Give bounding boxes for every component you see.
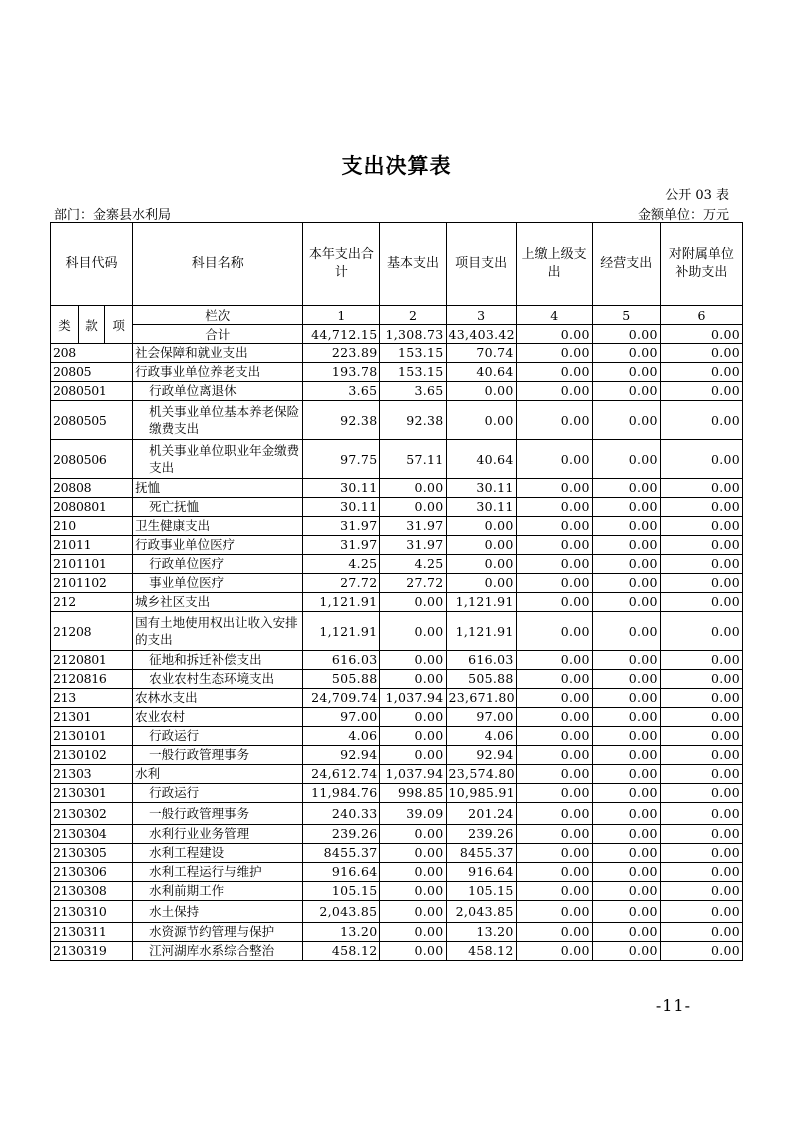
amount-cell: 0.00 (660, 825, 742, 844)
amount-cell: 31.97 (303, 517, 380, 536)
total-value: 0.00 (516, 325, 592, 344)
amount-cell: 4.06 (303, 727, 380, 746)
amount-cell: 10,985.91 (446, 784, 516, 803)
amount-cell: 0.00 (592, 746, 660, 765)
table-row (51, 942, 743, 961)
table-row (51, 863, 743, 882)
table-row (51, 536, 743, 555)
amount-cell: 0.00 (660, 574, 742, 593)
amount-cell: 0.00 (592, 882, 660, 901)
subject-code: 212 (51, 593, 133, 612)
amount-cell: 153.15 (380, 344, 446, 363)
amount-cell: 0.00 (592, 593, 660, 612)
subject-code: 2080501 (51, 382, 133, 401)
table-row (51, 574, 743, 593)
amount-cell: 916.64 (303, 863, 380, 882)
subject-code: 21208 (51, 612, 133, 651)
amount-cell: 458.12 (303, 942, 380, 961)
amount-cell: 30.11 (303, 479, 380, 498)
amount-cell: 0.00 (592, 923, 660, 942)
subject-code: 2130308 (51, 882, 133, 901)
amount-cell: 8455.37 (303, 844, 380, 863)
amount-cell: 0.00 (380, 942, 446, 961)
amount-cell: 0.00 (516, 593, 592, 612)
amount-cell: 0.00 (380, 612, 446, 651)
total-value: 0.00 (592, 325, 660, 344)
amount-cell: 0.00 (660, 498, 742, 517)
amount-cell: 0.00 (660, 803, 742, 825)
amount-cell: 0.00 (516, 651, 592, 670)
table-row (51, 363, 743, 382)
subject-name: 江河湖库水系综合整治 (133, 942, 303, 961)
subject-code: 2080505 (51, 401, 133, 440)
amount-cell: 0.00 (446, 555, 516, 574)
amount-cell: 0.00 (592, 844, 660, 863)
amount-cell: 0.00 (516, 382, 592, 401)
amount-cell: 0.00 (446, 401, 516, 440)
subject-name: 水利工程运行与维护 (133, 863, 303, 882)
amount-cell: 153.15 (380, 363, 446, 382)
subject-code: 2130302 (51, 803, 133, 825)
amount-cell: 0.00 (592, 440, 660, 479)
header-kuan: 款 (79, 306, 105, 344)
subject-code: 2130301 (51, 784, 133, 803)
subject-code: 2101102 (51, 574, 133, 593)
column-number-row (51, 306, 743, 325)
amount-cell: 0.00 (380, 670, 446, 689)
amount-cell: 0.00 (592, 382, 660, 401)
amount-cell: 0.00 (516, 479, 592, 498)
amount-cell: 13.20 (303, 923, 380, 942)
amount-cell: 0.00 (380, 498, 446, 517)
subject-name: 国有土地使用权出让收入安排的支出 (133, 612, 303, 651)
total-row (51, 325, 743, 344)
amount-cell: 0.00 (380, 479, 446, 498)
amount-cell: 40.64 (446, 363, 516, 382)
amount-cell: 0.00 (380, 593, 446, 612)
subject-name: 农业农村生态环境支出 (133, 670, 303, 689)
subject-name: 机关事业单位基本养老保险缴费支出 (133, 401, 303, 440)
table-row (51, 670, 743, 689)
amount-cell: 97.00 (446, 708, 516, 727)
header-total: 本年支出合计 (303, 223, 380, 306)
amount-cell: 0.00 (592, 825, 660, 844)
amount-cell: 31.97 (380, 517, 446, 536)
amount-cell: 0.00 (592, 803, 660, 825)
amount-cell: 24,612.74 (303, 765, 380, 784)
amount-cell: 0.00 (660, 440, 742, 479)
amount-cell: 0.00 (516, 440, 592, 479)
amount-cell: 0.00 (380, 844, 446, 863)
subject-name: 行政单位离退休 (133, 382, 303, 401)
amount-cell: 0.00 (516, 727, 592, 746)
subject-code: 2130102 (51, 746, 133, 765)
table-row (51, 784, 743, 803)
amount-cell: 505.88 (446, 670, 516, 689)
amount-cell: 0.00 (516, 746, 592, 765)
subject-name: 水土保持 (133, 901, 303, 923)
amount-cell: 0.00 (516, 536, 592, 555)
header-name: 科目名称 (133, 223, 303, 306)
amount-cell: 31.97 (303, 536, 380, 555)
amount-cell: 616.03 (303, 651, 380, 670)
table-row (51, 651, 743, 670)
subject-code: 2130304 (51, 825, 133, 844)
amount-cell: 0.00 (516, 784, 592, 803)
table-row (51, 440, 743, 479)
amount-cell: 97.00 (303, 708, 380, 727)
subject-code: 21011 (51, 536, 133, 555)
header-lei: 类 (51, 306, 79, 344)
amount-cell: 0.00 (660, 363, 742, 382)
table-row (51, 612, 743, 651)
amount-cell: 0.00 (516, 882, 592, 901)
table-row (51, 498, 743, 517)
amount-cell: 27.72 (380, 574, 446, 593)
amount-cell: 0.00 (592, 784, 660, 803)
amount-cell: 0.00 (660, 901, 742, 923)
amount-cell: 0.00 (660, 517, 742, 536)
amount-cell: 0.00 (660, 382, 742, 401)
amount-cell: 239.26 (303, 825, 380, 844)
subject-code: 213 (51, 689, 133, 708)
amount-cell: 3.65 (380, 382, 446, 401)
amount-cell: 11,984.76 (303, 784, 380, 803)
subject-name: 水利前期工作 (133, 882, 303, 901)
table-row (51, 901, 743, 923)
amount-cell: 0.00 (380, 901, 446, 923)
amount-cell: 0.00 (660, 746, 742, 765)
amount-cell: 92.94 (303, 746, 380, 765)
amount-cell: 0.00 (516, 612, 592, 651)
amount-cell: 201.24 (446, 803, 516, 825)
amount-cell: 1,121.91 (446, 612, 516, 651)
subject-code: 2120816 (51, 670, 133, 689)
subject-name: 一般行政管理事务 (133, 746, 303, 765)
amount-cell: 23,671.80 (446, 689, 516, 708)
col-number-2: 2 (380, 306, 446, 325)
amount-cell: 0.00 (516, 401, 592, 440)
subject-code: 20805 (51, 363, 133, 382)
table-row (51, 825, 743, 844)
subject-name: 行政单位医疗 (133, 555, 303, 574)
amount-cell: 505.88 (303, 670, 380, 689)
table-row (51, 746, 743, 765)
amount-cell: 0.00 (660, 727, 742, 746)
amount-cell: 0.00 (446, 517, 516, 536)
subject-name: 水利工程建设 (133, 844, 303, 863)
amount-cell: 0.00 (380, 651, 446, 670)
amount-cell: 31.97 (380, 536, 446, 555)
form-number: 公开 03 表 (665, 188, 729, 203)
amount-cell: 0.00 (592, 651, 660, 670)
subject-name: 社会保障和就业支出 (133, 344, 303, 363)
table-row (51, 593, 743, 612)
subject-name: 水资源节约管理与保护 (133, 923, 303, 942)
subject-code: 2130311 (51, 923, 133, 942)
amount-cell: 0.00 (592, 517, 660, 536)
table-row (51, 923, 743, 942)
amount-cell: 0.00 (592, 401, 660, 440)
subject-code: 208 (51, 344, 133, 363)
amount-cell: 27.72 (303, 574, 380, 593)
amount-cell: 0.00 (516, 923, 592, 942)
subject-name: 行政运行 (133, 784, 303, 803)
subject-name: 城乡社区支出 (133, 593, 303, 612)
amount-cell: 2,043.85 (303, 901, 380, 923)
amount-cell: 57.11 (380, 440, 446, 479)
total-value: 0.00 (660, 325, 742, 344)
subject-name: 机关事业单位职业年金缴费支出 (133, 440, 303, 479)
amount-cell: 0.00 (660, 765, 742, 784)
table-row (51, 882, 743, 901)
table-row (51, 401, 743, 440)
amount-cell: 0.00 (660, 689, 742, 708)
amount-cell: 0.00 (380, 923, 446, 942)
subject-code: 2130319 (51, 942, 133, 961)
table-row (51, 517, 743, 536)
subject-name: 事业单位医疗 (133, 574, 303, 593)
amount-cell: 0.00 (660, 612, 742, 651)
subject-code: 2130305 (51, 844, 133, 863)
amount-cell: 1,037.94 (380, 689, 446, 708)
amount-cell: 0.00 (660, 844, 742, 863)
amount-cell: 0.00 (660, 882, 742, 901)
amount-cell: 0.00 (516, 555, 592, 574)
amount-cell: 0.00 (660, 555, 742, 574)
amount-cell: 8455.37 (446, 844, 516, 863)
amount-cell: 0.00 (660, 344, 742, 363)
total-value: 1,308.73 (380, 325, 446, 344)
amount-cell: 0.00 (516, 574, 592, 593)
amount-cell: 23,574.80 (446, 765, 516, 784)
amount-cell: 0.00 (660, 942, 742, 961)
amount-cell: 998.85 (380, 784, 446, 803)
subject-code: 2130101 (51, 727, 133, 746)
col-number-3: 3 (446, 306, 516, 325)
table-row (51, 382, 743, 401)
amount-cell: 0.00 (592, 689, 660, 708)
amount-cell: 0.00 (592, 555, 660, 574)
header-code: 科目代码 (51, 223, 133, 306)
page-title: 支出决算表 (341, 154, 452, 178)
total-value: 43,403.42 (446, 325, 516, 344)
header-lanci: 栏次 (133, 306, 303, 325)
table-row (51, 479, 743, 498)
amount-cell: 0.00 (516, 689, 592, 708)
amount-cell: 193.78 (303, 363, 380, 382)
amount-cell: 1,037.94 (380, 765, 446, 784)
amount-cell: 0.00 (660, 784, 742, 803)
subject-code: 2080801 (51, 498, 133, 517)
amount-cell: 0.00 (660, 536, 742, 555)
subject-name: 行政事业单位医疗 (133, 536, 303, 555)
subject-code: 21301 (51, 708, 133, 727)
amount-cell: 0.00 (380, 727, 446, 746)
amount-cell: 30.11 (303, 498, 380, 517)
amount-cell: 0.00 (592, 536, 660, 555)
subject-name: 水利 (133, 765, 303, 784)
amount-cell: 0.00 (380, 863, 446, 882)
amount-cell: 0.00 (592, 670, 660, 689)
amount-cell: 0.00 (516, 344, 592, 363)
amount-cell: 0.00 (660, 863, 742, 882)
subject-name: 农业农村 (133, 708, 303, 727)
subject-name: 死亡抚恤 (133, 498, 303, 517)
subject-name: 一般行政管理事务 (133, 803, 303, 825)
header-upper: 上缴上级支出 (516, 223, 592, 306)
table-row (51, 708, 743, 727)
subject-name: 卫生健康支出 (133, 517, 303, 536)
col-number-1: 1 (303, 306, 380, 325)
amount-cell: 0.00 (660, 923, 742, 942)
subject-name: 水利行业业务管理 (133, 825, 303, 844)
amount-cell: 105.15 (446, 882, 516, 901)
table-row (51, 689, 743, 708)
header-business: 经营支出 (592, 223, 660, 306)
amount-cell: 0.00 (660, 670, 742, 689)
header-subsidiary: 对附属单位补助支出 (660, 223, 742, 306)
amount-cell: 0.00 (516, 844, 592, 863)
amount-cell: 39.09 (380, 803, 446, 825)
amount-cell: 0.00 (660, 708, 742, 727)
amount-cell: 0.00 (592, 574, 660, 593)
table-row (51, 803, 743, 825)
subject-code: 2080506 (51, 440, 133, 479)
subject-name: 行政事业单位养老支出 (133, 363, 303, 382)
amount-cell: 0.00 (592, 708, 660, 727)
total-label: 合计 (133, 325, 303, 344)
amount-cell: 0.00 (592, 901, 660, 923)
amount-cell: 0.00 (592, 727, 660, 746)
amount-cell: 0.00 (516, 670, 592, 689)
table-row (51, 344, 743, 363)
amount-cell: 0.00 (446, 574, 516, 593)
amount-cell: 0.00 (660, 401, 742, 440)
amount-cell: 92.38 (303, 401, 380, 440)
amount-cell: 0.00 (592, 863, 660, 882)
subject-code: 2120801 (51, 651, 133, 670)
amount-cell: 30.11 (446, 498, 516, 517)
amount-cell: 3.65 (303, 382, 380, 401)
amount-cell: 105.15 (303, 882, 380, 901)
subject-code: 210 (51, 517, 133, 536)
amount-cell: 0.00 (592, 498, 660, 517)
amount-cell: 0.00 (516, 942, 592, 961)
amount-cell: 0.00 (380, 825, 446, 844)
subject-name: 征地和拆迁补偿支出 (133, 651, 303, 670)
amount-cell: 4.06 (446, 727, 516, 746)
amount-cell: 0.00 (516, 363, 592, 382)
amount-cell: 458.12 (446, 942, 516, 961)
amount-cell: 0.00 (516, 517, 592, 536)
subject-code: 20808 (51, 479, 133, 498)
header-project: 项目支出 (446, 223, 516, 306)
amount-cell: 0.00 (516, 708, 592, 727)
amount-cell: 0.00 (592, 765, 660, 784)
col-number-4: 4 (516, 306, 592, 325)
amount-cell: 0.00 (592, 344, 660, 363)
amount-cell: 70.74 (446, 344, 516, 363)
amount-cell: 24,709.74 (303, 689, 380, 708)
department-label: 部门：金寨县水利局 (54, 208, 172, 223)
amount-cell: 4.25 (380, 555, 446, 574)
amount-cell: 0.00 (516, 765, 592, 784)
amount-cell: 0.00 (446, 382, 516, 401)
header-row (51, 223, 743, 306)
amount-cell: 0.00 (592, 479, 660, 498)
amount-cell: 0.00 (592, 363, 660, 382)
amount-cell: 0.00 (516, 803, 592, 825)
amount-cell: 0.00 (380, 882, 446, 901)
amount-cell: 92.38 (380, 401, 446, 440)
amount-cell: 4.25 (303, 555, 380, 574)
subject-code: 21303 (51, 765, 133, 784)
amount-cell: 1,121.91 (303, 612, 380, 651)
amount-cell: 0.00 (516, 901, 592, 923)
amount-cell: 240.33 (303, 803, 380, 825)
amount-cell: 223.89 (303, 344, 380, 363)
amount-cell: 1,121.91 (446, 593, 516, 612)
col-number-5: 5 (592, 306, 660, 325)
table-row (51, 555, 743, 574)
table-row (51, 844, 743, 863)
amount-cell: 40.64 (446, 440, 516, 479)
expenditure-table (50, 222, 743, 961)
subject-code: 2130310 (51, 901, 133, 923)
subject-name: 抚恤 (133, 479, 303, 498)
amount-cell: 0.00 (592, 612, 660, 651)
unit-label: 金额单位：万元 (637, 208, 729, 223)
amount-cell: 0.00 (516, 863, 592, 882)
amount-cell: 0.00 (660, 651, 742, 670)
amount-cell: 0.00 (660, 593, 742, 612)
amount-cell: 13.20 (446, 923, 516, 942)
amount-cell: 2,043.85 (446, 901, 516, 923)
amount-cell: 1,121.91 (303, 593, 380, 612)
amount-cell: 97.75 (303, 440, 380, 479)
amount-cell: 92.94 (446, 746, 516, 765)
subject-code: 2130306 (51, 863, 133, 882)
table-row (51, 765, 743, 784)
amount-cell: 0.00 (446, 536, 516, 555)
amount-cell: 916.64 (446, 863, 516, 882)
header-xiang: 项 (105, 306, 133, 344)
amount-cell: 0.00 (592, 942, 660, 961)
amount-cell: 239.26 (446, 825, 516, 844)
subject-code: 2101101 (51, 555, 133, 574)
amount-cell: 0.00 (380, 708, 446, 727)
amount-cell: 0.00 (516, 825, 592, 844)
header-basic: 基本支出 (380, 223, 446, 306)
amount-cell: 0.00 (516, 498, 592, 517)
amount-cell: 30.11 (446, 479, 516, 498)
page-number: -11- (655, 996, 691, 1015)
subject-name: 行政运行 (133, 727, 303, 746)
table-row (51, 727, 743, 746)
amount-cell: 0.00 (660, 479, 742, 498)
subject-name: 农林水支出 (133, 689, 303, 708)
total-value: 44,712.15 (303, 325, 380, 344)
amount-cell: 0.00 (380, 746, 446, 765)
col-number-6: 6 (660, 306, 742, 325)
amount-cell: 616.03 (446, 651, 516, 670)
